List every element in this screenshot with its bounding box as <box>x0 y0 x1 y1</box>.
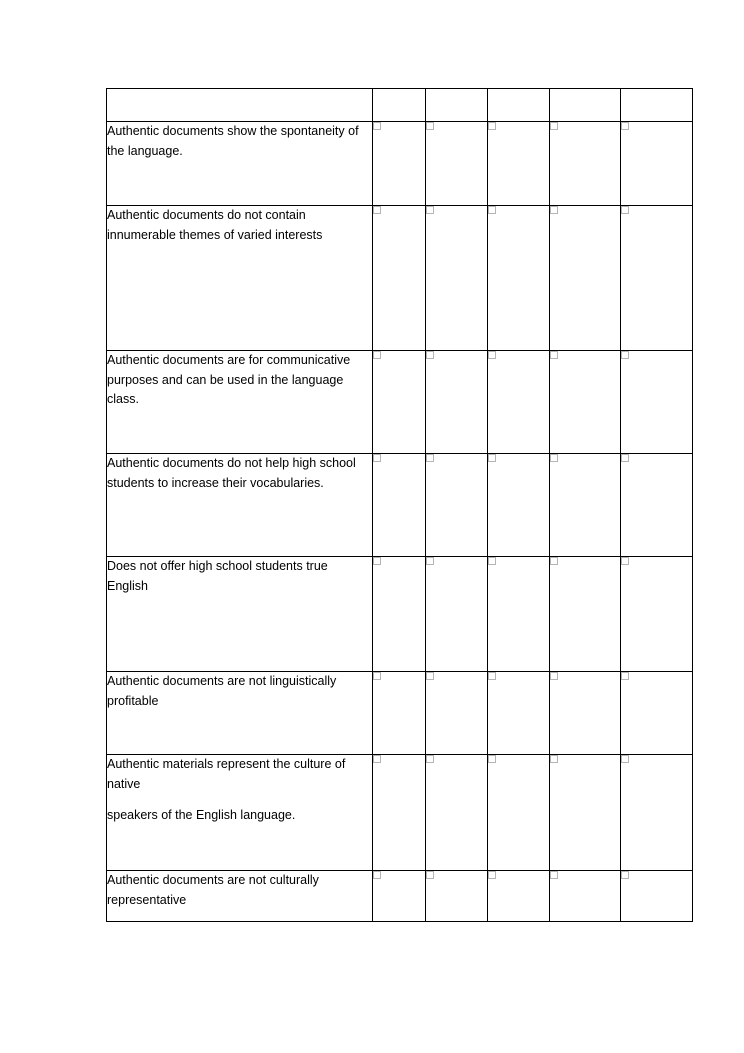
checkbox[interactable] <box>621 206 629 214</box>
option-cell-1 <box>373 672 426 755</box>
statement-text: Authentic documents show the spontaneity of the language. <box>107 124 359 158</box>
option-cell-4 <box>550 454 621 557</box>
checkbox[interactable] <box>373 871 381 879</box>
option-cell-5 <box>621 206 693 351</box>
checkbox[interactable] <box>488 206 496 214</box>
option-cell-4 <box>550 122 621 206</box>
option-cell-2 <box>426 557 488 672</box>
checkbox[interactable] <box>373 557 381 565</box>
checkbox[interactable] <box>621 351 629 359</box>
statement-cell <box>107 206 373 351</box>
checkbox[interactable] <box>373 351 381 359</box>
header-cell-3 <box>488 89 550 122</box>
option-cell-1 <box>373 351 426 454</box>
checkbox[interactable] <box>373 755 381 763</box>
statement-text: Authentic documents do not contain innumerable themes of varied interests <box>107 208 323 242</box>
statement-cell <box>107 755 373 871</box>
checkbox[interactable] <box>426 755 434 763</box>
option-cell-5 <box>621 871 693 922</box>
table-row <box>107 871 693 922</box>
option-cell-3 <box>488 557 550 672</box>
checkbox[interactable] <box>488 755 496 763</box>
option-cell-2 <box>426 122 488 206</box>
option-cell-3 <box>488 672 550 755</box>
statement-cell <box>107 672 373 755</box>
checkbox[interactable] <box>550 454 558 462</box>
option-cell-1 <box>373 454 426 557</box>
header-cell-2 <box>426 89 488 122</box>
option-cell-2 <box>426 351 488 454</box>
option-cell-5 <box>621 755 693 871</box>
table-row <box>107 672 693 755</box>
option-cell-5 <box>621 122 693 206</box>
option-cell-1 <box>373 206 426 351</box>
option-cell-4 <box>550 755 621 871</box>
option-cell-2 <box>426 755 488 871</box>
table-row <box>107 206 693 351</box>
option-cell-1 <box>373 557 426 672</box>
option-cell-4 <box>550 557 621 672</box>
option-cell-1 <box>373 871 426 922</box>
checkbox[interactable] <box>550 672 558 680</box>
header-row <box>107 89 693 122</box>
statement-cell <box>107 871 373 922</box>
checkbox[interactable] <box>621 672 629 680</box>
statement-cell <box>107 351 373 454</box>
option-cell-1 <box>373 755 426 871</box>
option-cell-4 <box>550 206 621 351</box>
checkbox[interactable] <box>488 672 496 680</box>
statement-text: Does not offer high school students true English <box>107 559 328 593</box>
table-row <box>107 454 693 557</box>
option-cell-3 <box>488 871 550 922</box>
table-row <box>107 122 693 206</box>
checkbox[interactable] <box>488 122 496 130</box>
statement-cell <box>107 454 373 557</box>
checkbox[interactable] <box>621 871 629 879</box>
survey-table <box>106 88 693 922</box>
checkbox[interactable] <box>426 122 434 130</box>
statement-text: Authentic documents do not help high school students to increase their vocabularies. <box>107 456 356 490</box>
table-row <box>107 351 693 454</box>
checkbox[interactable] <box>373 122 381 130</box>
checkbox[interactable] <box>488 351 496 359</box>
option-cell-3 <box>488 206 550 351</box>
checkbox[interactable] <box>488 871 496 879</box>
option-cell-3 <box>488 351 550 454</box>
checkbox[interactable] <box>550 871 558 879</box>
option-cell-1 <box>373 122 426 206</box>
checkbox[interactable] <box>426 351 434 359</box>
checkbox[interactable] <box>621 557 629 565</box>
table-row <box>107 557 693 672</box>
option-cell-3 <box>488 122 550 206</box>
checkbox[interactable] <box>426 206 434 214</box>
header-cell-4 <box>550 89 621 122</box>
option-cell-4 <box>550 871 621 922</box>
option-cell-5 <box>621 557 693 672</box>
statement-text: Authentic documents are for communicative purposes and can be used in the language class. <box>107 353 351 406</box>
checkbox[interactable] <box>550 206 558 214</box>
statement-text-continued: speakers of the English language. <box>107 808 296 822</box>
option-cell-5 <box>621 672 693 755</box>
checkbox[interactable] <box>621 755 629 763</box>
header-cell-1 <box>373 89 426 122</box>
checkbox[interactable] <box>488 454 496 462</box>
statement-text: Authentic documents are not culturally representative <box>107 873 319 907</box>
checkbox[interactable] <box>488 557 496 565</box>
header-cell-5 <box>621 89 693 122</box>
statement-text: Authentic documents are not linguistically profitable <box>107 674 337 708</box>
option-cell-4 <box>550 351 621 454</box>
checkbox[interactable] <box>373 206 381 214</box>
checkbox[interactable] <box>621 454 629 462</box>
option-cell-2 <box>426 871 488 922</box>
option-cell-2 <box>426 206 488 351</box>
statement-text: Authentic materials represent the culture of native <box>107 757 346 791</box>
checkbox[interactable] <box>550 351 558 359</box>
checkbox[interactable] <box>426 557 434 565</box>
checkbox[interactable] <box>373 672 381 680</box>
checkbox[interactable] <box>373 454 381 462</box>
checkbox[interactable] <box>550 755 558 763</box>
checkbox[interactable] <box>550 557 558 565</box>
option-cell-3 <box>488 454 550 557</box>
header-cell-statement <box>107 89 373 122</box>
checkbox[interactable] <box>426 871 434 879</box>
checkbox[interactable] <box>621 122 629 130</box>
checkbox[interactable] <box>426 454 434 462</box>
option-cell-5 <box>621 351 693 454</box>
table-row <box>107 755 693 871</box>
option-cell-4 <box>550 672 621 755</box>
option-cell-2 <box>426 454 488 557</box>
option-cell-2 <box>426 672 488 755</box>
option-cell-3 <box>488 755 550 871</box>
checkbox[interactable] <box>550 122 558 130</box>
option-cell-5 <box>621 454 693 557</box>
statement-cell <box>107 557 373 672</box>
statement-cell <box>107 122 373 206</box>
checkbox[interactable] <box>426 672 434 680</box>
